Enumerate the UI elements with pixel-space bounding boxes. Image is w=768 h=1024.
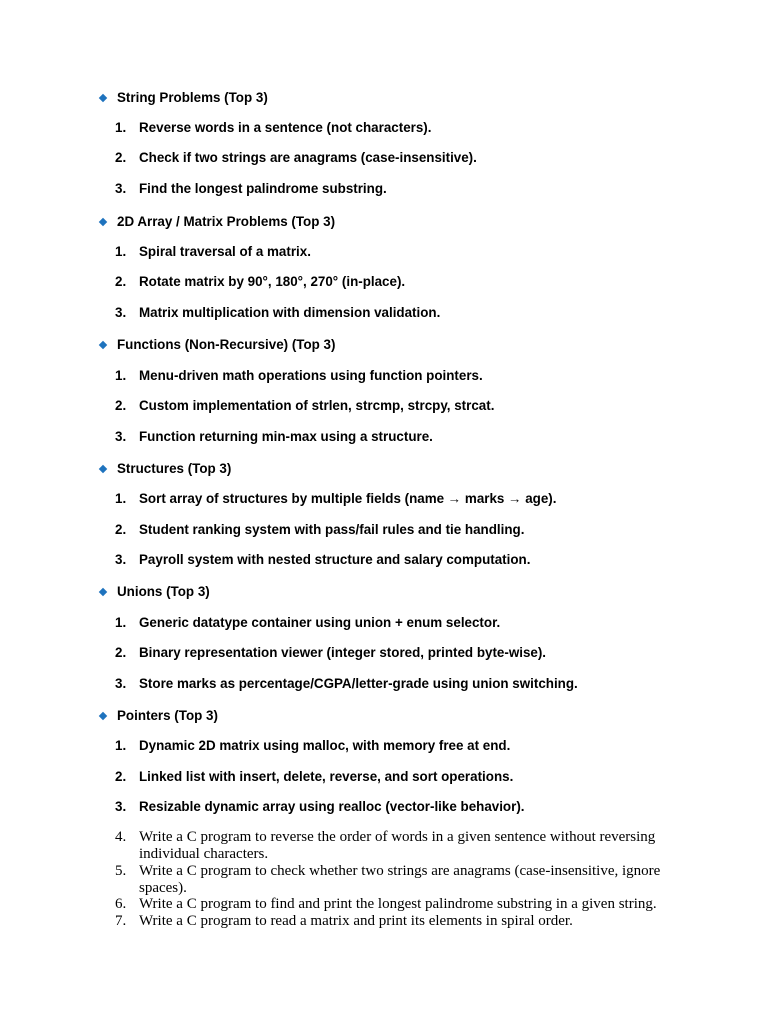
item-text: Find the longest palindrome substring. xyxy=(139,181,387,196)
item-text: Function returning min-max using a structure. xyxy=(139,429,433,444)
item-number: 3. xyxy=(115,429,127,444)
diamond-bullet-icon xyxy=(99,465,107,473)
item-text: Dynamic 2D matrix using malloc, with memory free at end. xyxy=(139,738,511,753)
diamond-bullet-icon xyxy=(99,341,107,349)
item-number: 1. xyxy=(115,244,127,259)
item-text: Linked list with insert, delete, reverse, and sort operations. xyxy=(139,769,514,784)
item-text: Student ranking system with pass/fail rules and tie handling. xyxy=(139,522,525,537)
item-number: 3. xyxy=(115,799,127,814)
item-number: 1. xyxy=(115,615,127,630)
item-text: Matrix multiplication with dimension validation. xyxy=(139,305,441,320)
item-number: 6. xyxy=(115,896,127,912)
item-text: Reverse words in a sentence (not characters). xyxy=(139,120,432,135)
diamond-bullet-icon xyxy=(99,712,107,720)
item-text: Menu-driven math operations using function pointers. xyxy=(139,368,483,383)
diamond-bullet-icon xyxy=(99,94,107,102)
item-number: 3. xyxy=(115,305,127,320)
item-number: 2. xyxy=(115,645,127,660)
item-number: 1. xyxy=(115,491,127,506)
item-text: Spiral traversal of a matrix. xyxy=(139,244,311,259)
item-number: 5. xyxy=(115,863,127,879)
item-number: 2. xyxy=(115,398,127,413)
item-number: 1. xyxy=(115,738,127,753)
diamond-bullet-icon xyxy=(99,588,107,596)
item-text: Resizable dynamic array using realloc (vector-like behavior). xyxy=(139,799,525,814)
item-number: 2. xyxy=(115,522,127,537)
item-text: Write a C program to read a matrix and print its elements in spiral order. xyxy=(139,913,573,929)
item-text: Write a C program to check whether two strings are anagrams (case-insensitive, ignore spaces). xyxy=(139,863,661,896)
item-number: 1. xyxy=(115,368,127,383)
item-number: 2. xyxy=(115,150,127,165)
item-text: Write a C program to find and print the longest palindrome substring in a given string. xyxy=(139,896,657,912)
item-number: 3. xyxy=(115,676,127,691)
item-text: Store marks as percentage/CGPA/letter-grade using union switching. xyxy=(139,676,578,691)
item-text: Check if two strings are anagrams (case-insensitive). xyxy=(139,150,477,165)
section-heading: Pointers (Top 3) xyxy=(117,708,218,723)
item-number: 3. xyxy=(115,552,127,567)
section-heading: Unions (Top 3) xyxy=(117,584,210,599)
item-number: 1. xyxy=(115,120,127,135)
item-number: 7. xyxy=(115,913,127,929)
item-number: 2. xyxy=(115,274,127,289)
item-text: Generic datatype container using union + enum selector. xyxy=(139,615,501,630)
section-heading: Structures (Top 3) xyxy=(117,461,232,476)
item-text: Binary representation viewer (integer stored, printed byte-wise). xyxy=(139,645,547,660)
item-text: Sort array of structures by multiple fields (name → marks → age). xyxy=(139,491,557,506)
item-number: 4. xyxy=(115,829,127,845)
item-number: 2. xyxy=(115,769,127,784)
diamond-bullet-icon xyxy=(99,218,107,226)
section-heading: String Problems (Top 3) xyxy=(117,90,268,105)
section-heading: 2D Array / Matrix Problems (Top 3) xyxy=(117,214,336,229)
item-text: Write a C program to reverse the order of words in a given sentence without reversing individual characters. xyxy=(139,829,656,862)
item-text: Custom implementation of strlen, strcmp, strcpy, strcat. xyxy=(139,398,495,413)
item-text: Payroll system with nested structure and salary computation. xyxy=(139,552,531,567)
item-text: Rotate matrix by 90°, 180°, 270° (in-place). xyxy=(139,274,406,289)
section-heading: Functions (Non-Recursive) (Top 3) xyxy=(117,337,336,352)
item-number: 3. xyxy=(115,181,127,196)
